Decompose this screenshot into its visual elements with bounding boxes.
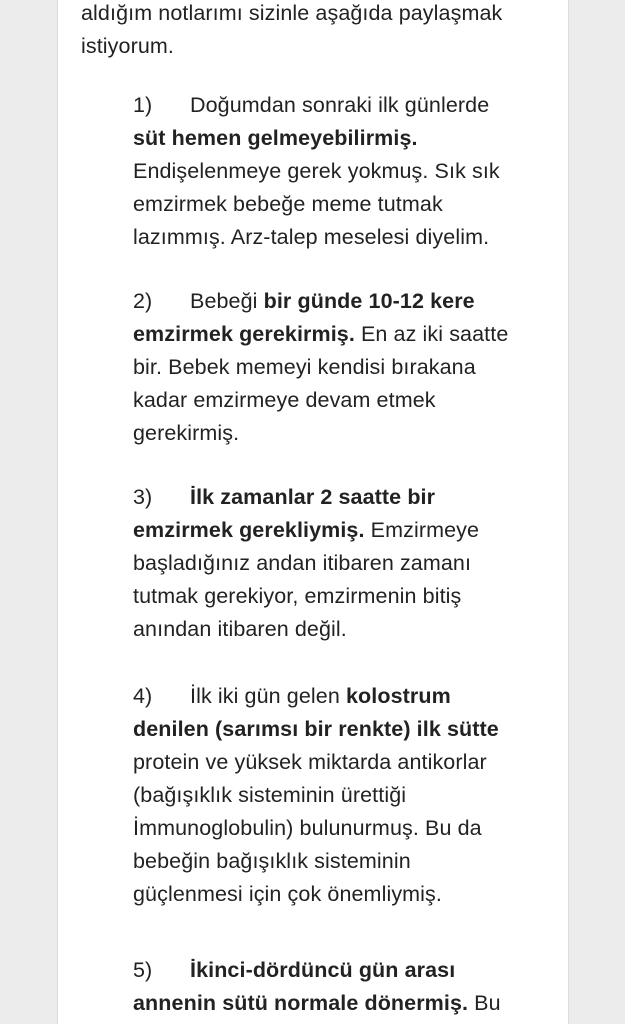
item-text: tutmak gerekiyor, emzirmenin bitiş [133, 584, 462, 608]
list-item-3 [133, 481, 553, 646]
item-bold-text: annenin sütü normale dönermiş. [133, 991, 469, 1015]
item-text: emzirmek bebeğe meme tutmak [133, 192, 443, 216]
item-bold-text: denilen (sarımsı bir renkte) ilk sütte [133, 717, 499, 741]
item-text: bir. Bebek memeyi kendisi bırakana [133, 355, 476, 379]
item-number: 5) [133, 958, 153, 982]
list-item-1 [133, 89, 553, 254]
item-number: 1) [133, 93, 153, 117]
item-text: lazımmış. Arz-talep meselesi diyelim. [133, 225, 490, 249]
item-text: bebeğin bağışıklık sisteminin [133, 849, 411, 873]
item-number: 2) [133, 289, 153, 313]
item-text: Bebeği [190, 289, 264, 313]
item-text: Bu [468, 991, 501, 1015]
item-bold-text: İkinci-dördüncü gün arası [190, 958, 456, 982]
item-number: 3) [133, 485, 153, 509]
list-item-4 [133, 680, 553, 911]
item-bold-text: İlk zamanlar 2 saatte bir [190, 485, 436, 509]
item-text: En az iki saatte [354, 322, 509, 346]
item-text: güçlenmesi için çok önemliymiş. [133, 882, 442, 906]
intro-paragraph [81, 0, 551, 63]
item-text: protein ve yüksek miktarda antikorlar [133, 750, 487, 774]
item-text: Endişelenmeye gerek yokmuş. Sık sık [133, 159, 500, 183]
list-item-5 [133, 954, 553, 1020]
item-text: Emzirmeye [364, 518, 480, 542]
item-text: anından itibaren değil. [133, 617, 347, 641]
item-text: (bağışıklık sisteminin ürettiği [133, 783, 407, 807]
item-number: 4) [133, 684, 153, 708]
intro-line: aldığım notlarımı sizinle aşağıda paylaşmak [81, 1, 503, 25]
item-text: başladığınız andan itibaren zamanı [133, 551, 472, 575]
item-text: İmmunoglobulin) bulunurmuş. Bu da [133, 816, 482, 840]
intro-line: istiyorum. [81, 34, 174, 58]
item-text: kadar emzirmeye devam etmek [133, 388, 436, 412]
item-bold-text: emzirmek gerekliymiş. [133, 518, 365, 542]
item-text: İlk iki gün gelen [190, 684, 346, 708]
item-bold-text: emzirmek gerekirmiş. [133, 322, 355, 346]
article-page [57, 0, 569, 1024]
item-text: Doğumdan sonraki ilk günlerde [190, 93, 490, 117]
item-bold-text: bir günde 10-12 kere [263, 289, 475, 313]
item-bold-text: süt hemen gelmeyebilirmiş. [133, 126, 418, 150]
item-text: gerekirmiş. [133, 421, 240, 445]
list-item-2 [133, 285, 553, 450]
item-bold-text: kolostrum [345, 684, 451, 708]
